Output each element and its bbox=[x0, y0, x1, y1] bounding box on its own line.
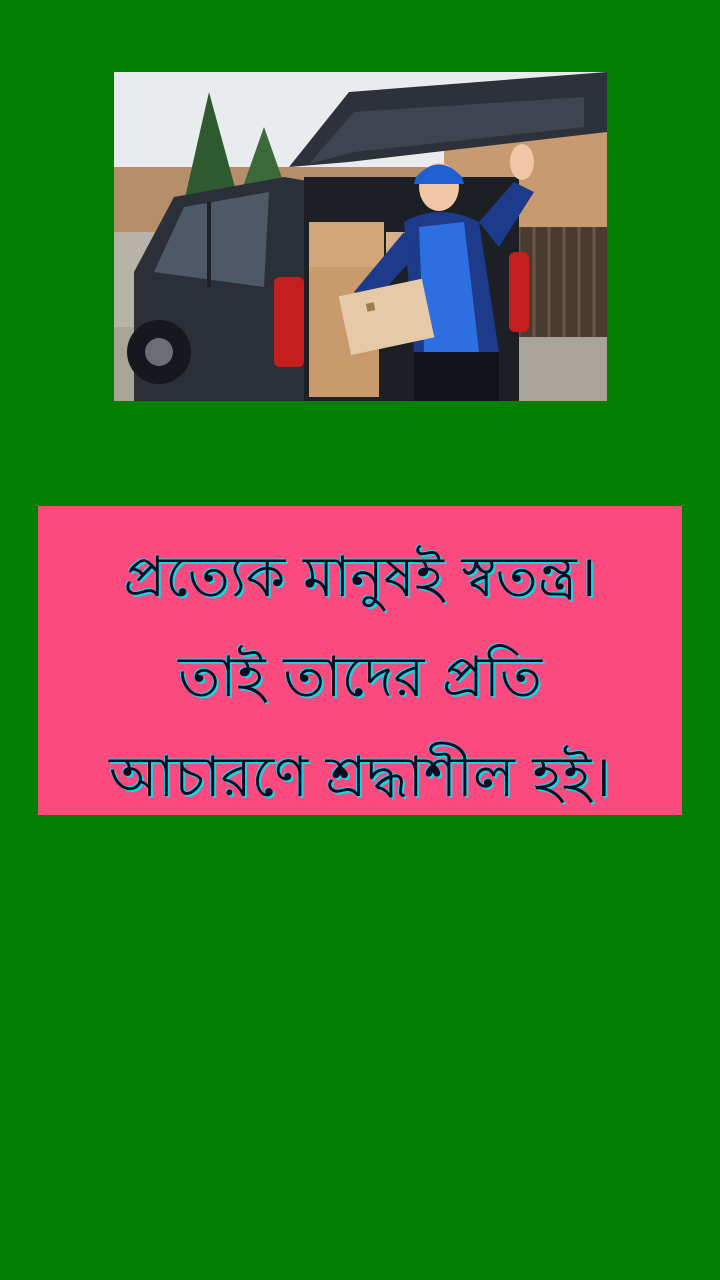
quote-line-3: আচারণে শ্রদ্ধাশীল হই। bbox=[108, 745, 612, 810]
quote-box bbox=[38, 506, 682, 815]
delivery-photo bbox=[114, 72, 607, 401]
quote-line-1: প্রত্যেক মানুষই স্বতন্ত্র। bbox=[123, 545, 597, 610]
quote-line-2: তাই তাদের প্রতি bbox=[178, 645, 542, 710]
